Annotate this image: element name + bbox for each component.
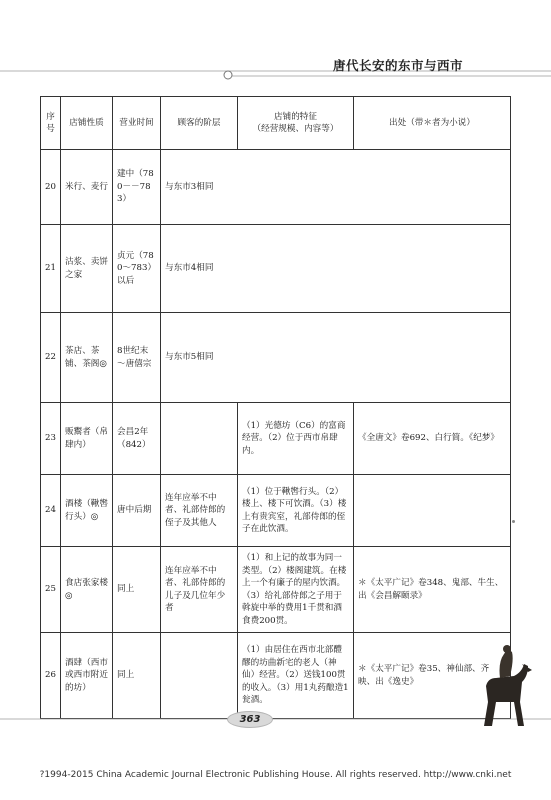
- row-no: 23: [41, 403, 61, 475]
- row-time: 同上: [113, 633, 161, 719]
- row-type: 茶店、茶铺、茶阁◎: [61, 313, 113, 403]
- horse-rider-figurine-icon: [474, 642, 534, 728]
- row-time: 8世纪末～唐僖宗: [113, 313, 161, 403]
- table-row: [41, 633, 511, 719]
- row-customers: [161, 403, 238, 475]
- copyright-notice: ?1994-2015 China Academic Journal Electronic Publishing House. All rights reserved. http://www.cnki.net: [39, 770, 512, 780]
- row-time: 贞元（780～783）以后: [113, 225, 161, 313]
- row-no: 21: [41, 225, 61, 313]
- page-number: 363: [227, 711, 273, 728]
- table-row: [41, 403, 511, 475]
- table-row: [41, 150, 511, 225]
- margin-dot: [512, 520, 515, 523]
- row-type: 米行、麦行: [61, 150, 113, 225]
- row-customers: 与东市3相同: [161, 150, 511, 225]
- row-customers: 连年应举不中者、礼部侍郎的儿子及几位年少者: [161, 547, 238, 633]
- row-type: 贩鬻者（帛肆内）: [61, 403, 113, 475]
- row-type: 酒肆（西市或西市附近的坊）: [61, 633, 113, 719]
- row-customers: 连年应举不中者、礼部侍郎的侄子及其他人: [161, 475, 238, 547]
- row-customers: 与东市4相同: [161, 225, 511, 313]
- row-no: 25: [41, 547, 61, 633]
- row-features: （1）光德坊（C6）的富商经营。（2）位于西市帛肆内。: [238, 403, 354, 475]
- row-no: 20: [41, 150, 61, 225]
- row-type: 食店张家楼◎: [61, 547, 113, 633]
- footer-rule: [0, 714, 551, 724]
- running-title: 唐代长安的东市与西市: [332, 58, 463, 73]
- row-source: ＊《太平广记》卷348、鬼部、牛生、出《会昌解颐录》: [354, 547, 511, 633]
- table-row: [41, 225, 511, 313]
- comparison-table: [40, 96, 511, 719]
- header-rule: [0, 62, 551, 80]
- table-row: [41, 547, 511, 633]
- col-header-source: 出处（带＊者为小说）: [354, 97, 511, 150]
- table-row: [41, 313, 511, 403]
- col-header-customers: 顾客的阶层: [161, 97, 238, 150]
- row-time: 建中（780－－783）: [113, 150, 161, 225]
- row-time: 同上: [113, 547, 161, 633]
- row-source: [354, 475, 511, 547]
- col-header-time: 营业时间: [113, 97, 161, 150]
- row-source: 《全唐文》卷692、白行简。《纪梦》: [354, 403, 511, 475]
- row-no: 26: [41, 633, 61, 719]
- table-header-row: [41, 97, 511, 150]
- col-header-type: 店铺性质: [61, 97, 113, 150]
- row-no: 22: [41, 313, 61, 403]
- row-customers: [161, 633, 238, 719]
- row-customers: 与东市5相同: [161, 313, 511, 403]
- row-type: 酒楼（鞦辔行头）◎: [61, 475, 113, 547]
- row-source: ＊《太平广记》卷35、神仙部、齐映、出《逸史》: [354, 633, 511, 719]
- row-time: 唐中后期: [113, 475, 161, 547]
- col-header-features: 店铺的特征 （经营规模、内容等）: [238, 97, 354, 150]
- col-header-no: 序号: [41, 97, 61, 150]
- row-features: （1）和上记的故事为同一类型。（2）楼阁建筑。在楼上一个有廉子的屋内饮酒。（3）给礼部侍郎之子用于斡旋中举的费用1千贯和酒食费200贯。: [238, 547, 354, 633]
- row-type: 沽浆、卖饼之家: [61, 225, 113, 313]
- row-features: （1）位于鞦辔行头。（2）楼上、楼下可饮酒。（3）楼上有贵宾室，礼部侍郎的侄子在此饮酒。: [238, 475, 354, 547]
- row-features: （1）由居住在西市北部醴醪的坊曲新宅的老人（神仙）经营。（2）送钱100贯的收入。（3）用1丸药酿造1瓮酒。: [238, 633, 354, 719]
- row-time: 会昌2年（842）: [113, 403, 161, 475]
- table-row: [41, 475, 511, 547]
- row-no: 24: [41, 475, 61, 547]
